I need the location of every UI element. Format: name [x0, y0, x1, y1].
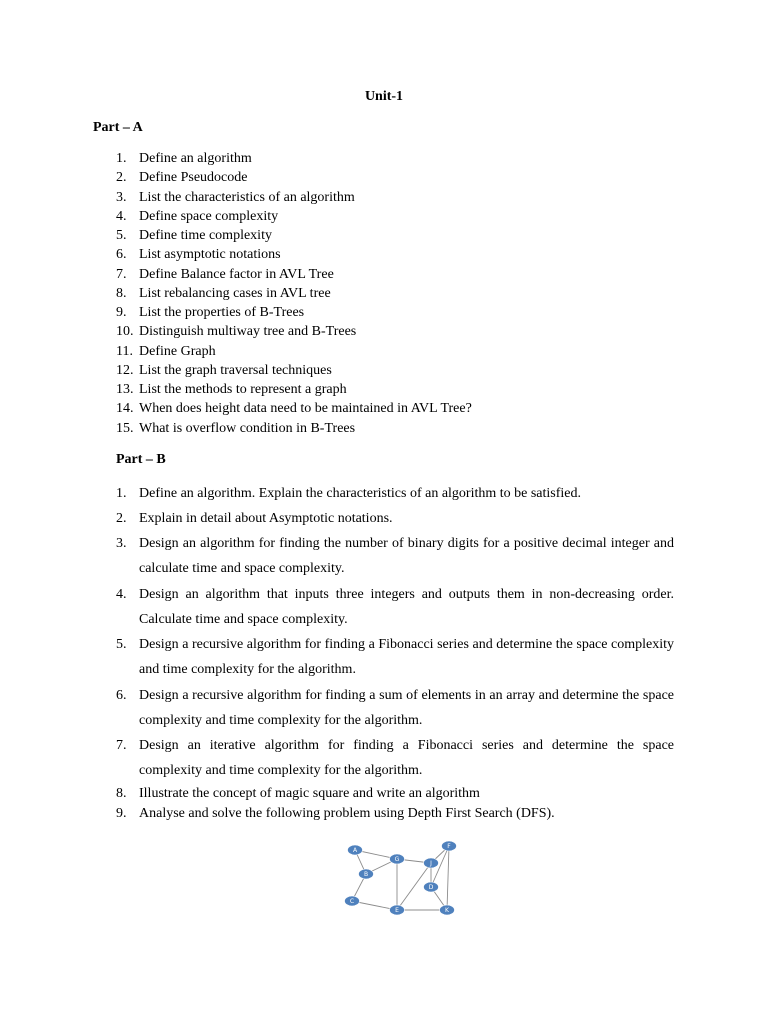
list-item [116, 303, 676, 322]
graph-node-label: C [349, 898, 355, 905]
question-number: 4. [116, 586, 127, 602]
list-item [116, 380, 676, 399]
question-number: 2. [116, 170, 127, 186]
list-item [116, 582, 674, 633]
graph-nodes [345, 841, 457, 915]
graph-node-G [390, 854, 405, 864]
question-number: 4. [116, 208, 127, 224]
question-text: List the graph traversal techniques [139, 362, 332, 378]
question-text: Analyse and solve the following problem using Depth First Search (DFS). [139, 805, 555, 821]
list-item [116, 188, 676, 207]
question-number: 7. [116, 738, 127, 753]
list-item [116, 322, 676, 341]
part-a-question-list [116, 149, 676, 438]
question-text: List the properties of B-Trees [139, 305, 305, 320]
list-item [116, 245, 676, 264]
graph-node-label: G [394, 856, 400, 863]
question-number: 5. [116, 637, 127, 652]
graph-node-D [424, 882, 439, 892]
list-item [116, 265, 676, 284]
graph-node-label: D [428, 884, 434, 891]
list-item [116, 168, 676, 187]
question-text: When does height data need to be maintained in AVL Tree? [139, 401, 472, 417]
question-number: 7. [116, 266, 127, 282]
graph-node-K [440, 905, 455, 915]
list-item [116, 207, 676, 226]
question-number: 10. [116, 324, 134, 340]
graph-node-C [345, 896, 360, 906]
list-item [116, 531, 674, 582]
question-text: Define Balance factor in AVL Tree [139, 266, 334, 282]
question-number: 15. [116, 420, 134, 436]
question-number: 3. [116, 536, 127, 551]
question-number: 5. [116, 228, 127, 243]
graph-node-J [424, 858, 439, 868]
question-text: Define an algorithm. Explain the characteristics of an algorithm to be satisfied. [139, 486, 582, 501]
question-text: Design an algorithm that inputs three integers and outputs them in non-decreasing order. Calculate time and space complexity. [139, 586, 674, 627]
question-text: List rebalancing cases in AVL tree [139, 285, 331, 301]
question-number: 8. [116, 285, 127, 301]
part-a-heading: Part – A [93, 120, 143, 135]
question-number: 8. [116, 785, 127, 801]
graph-node-E [390, 905, 405, 915]
graph-node-F [442, 841, 457, 851]
list-item [116, 361, 676, 380]
question-number: 1. [116, 151, 127, 166]
question-text: Illustrate the concept of magic square and write an algorithm [139, 785, 480, 801]
list-item [116, 784, 674, 804]
graph-node-label: E [395, 907, 399, 914]
question-text: Design an iterative algorithm for finding a Fibonacci series and determine the space complexity and time complexity for the algorithm. [139, 738, 674, 778]
question-number: 9. [116, 305, 127, 320]
list-item [116, 149, 676, 168]
question-text: Define an algorithm [139, 151, 252, 166]
list-item [116, 342, 676, 361]
question-text: Design a recursive algorithm for finding a Fibonacci series and determine the space complexity and time complexity for the algorithm. [139, 637, 674, 677]
list-item [116, 226, 676, 245]
question-text: Define Pseudocode [139, 170, 248, 186]
graph-node-label: K [445, 907, 449, 914]
question-number: 1. [116, 486, 127, 501]
part-b-question-list [116, 481, 674, 824]
question-number: 14. [116, 401, 134, 417]
question-number: 9. [116, 805, 127, 821]
list-item [116, 804, 674, 824]
question-text: Define space complexity [139, 208, 279, 224]
question-text: Distinguish multiway tree and B-Trees [139, 324, 357, 340]
question-text: Explain in detail about Asymptotic notations. [139, 511, 393, 526]
question-number: 12. [116, 362, 134, 378]
question-text: List asymptotic notations [139, 247, 281, 263]
list-item [116, 481, 674, 506]
question-number: 6. [116, 247, 127, 263]
question-text: Design a recursive algorithm for finding a sum of elements in an array and determine the space complexity and time complexity for the algorithm. [139, 687, 674, 728]
list-item [116, 632, 674, 683]
graph-node-label: J [430, 860, 432, 867]
question-number: 2. [116, 511, 127, 526]
list-item [116, 284, 676, 303]
question-number: 6. [116, 687, 127, 703]
list-item [116, 399, 676, 418]
graph-node-B [359, 869, 374, 879]
unit-title: Unit-1 [364, 89, 404, 104]
question-number: 11. [116, 343, 133, 359]
question-text: List the methods to represent a graph [139, 382, 347, 397]
question-text: Define Graph [139, 343, 216, 359]
question-text: List the characteristics of an algorithm [139, 189, 355, 205]
list-item [116, 683, 674, 734]
question-number: 13. [116, 382, 134, 397]
graph-node-label: B [363, 871, 369, 878]
graph-edge-F-K [447, 846, 449, 910]
dfs-graph-diagram [338, 838, 468, 920]
question-number: 3. [116, 189, 127, 205]
graph-node-label: A [352, 847, 358, 854]
list-item [116, 506, 674, 531]
part-b-heading: Part – B [116, 452, 166, 467]
list-item [116, 733, 674, 784]
question-text: Design an algorithm for finding the number of binary digits for a positive decimal integer and calculate time and space complexity. [139, 536, 674, 576]
question-text: What is overflow condition in B-Trees [139, 420, 356, 436]
question-text: Define time complexity [139, 228, 272, 243]
graph-node-A [348, 845, 363, 855]
list-item [116, 419, 676, 438]
graph-node-label: F [447, 843, 451, 850]
